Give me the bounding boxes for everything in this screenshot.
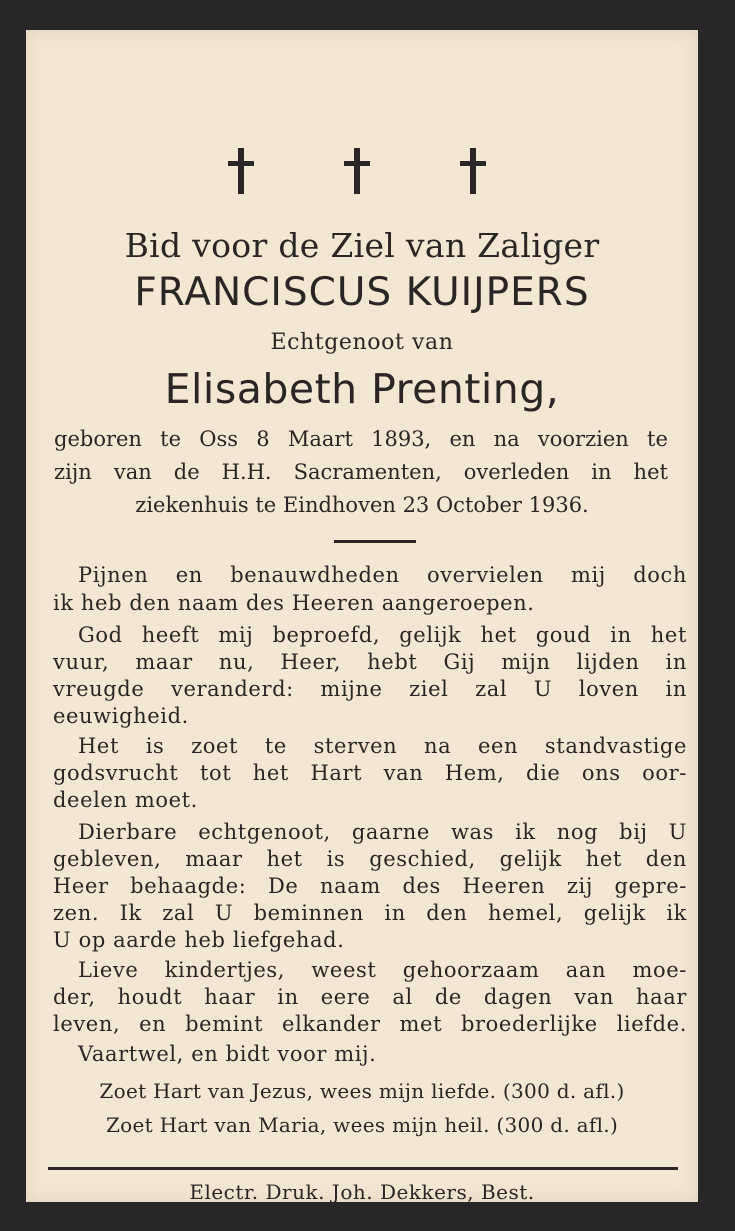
- text-line: ik heb den naam des Heeren aangeroepen.: [53, 591, 535, 615]
- text-line: Vaartwel, en bidt voor mij.: [78, 1042, 377, 1066]
- text-line: Pijnen en benauwdheden overvielen mij doch: [78, 563, 687, 587]
- spouse-intro: Echtgenoot van: [270, 330, 454, 355]
- text-line: zen. Ik zal U beminnen in den hemel, gelijk ik: [53, 901, 687, 925]
- text-line: deelen moet.: [53, 788, 198, 812]
- cross-icon: [458, 148, 488, 194]
- bio-word: het: [633, 460, 668, 484]
- crosses-row: [26, 148, 698, 218]
- bio-word: te: [647, 427, 668, 451]
- text-line: der, houdt haar in eere al de dagen van haar: [53, 985, 687, 1009]
- bio-word: zijn: [54, 460, 92, 484]
- cross-icon: [342, 148, 372, 194]
- text-line: Lieve kindertjes, weest gehoorzaam aan moe-: [78, 958, 687, 982]
- prayer-maria: Zoet Hart van Maria, wees mijn heil. (300 d. afl.): [105, 1113, 619, 1137]
- spouse-name: Elisabeth Prenting,: [164, 365, 560, 413]
- bio-word: Sacramenten,: [293, 460, 442, 484]
- card-paper: [26, 30, 698, 1202]
- bio-word: Oss: [199, 427, 239, 451]
- bio-word: 8: [256, 427, 270, 451]
- bio-word: te: [160, 427, 182, 451]
- text-line: Het is zoet te sterven na een standvastige: [78, 734, 687, 758]
- prayer-heading: Bid voor de Ziel van Zaliger: [124, 226, 600, 265]
- bio-word: H.H.: [221, 460, 272, 484]
- bio-word: van: [113, 460, 152, 484]
- bio-word: overleden: [463, 460, 570, 484]
- bio-line-3: ziekenhuis te Eindhoven 23 October 1936.: [135, 493, 589, 517]
- deceased-name: FRANCISCUS KUIJPERS: [134, 270, 590, 315]
- text-line: gebleven, maar het is geschied, gelijk het den: [53, 847, 687, 871]
- footer-divider: [48, 1167, 678, 1170]
- bio-word: Maart: [287, 427, 353, 451]
- divider: [334, 540, 416, 543]
- bio-word: na: [493, 427, 520, 451]
- bio-word: de: [173, 460, 200, 484]
- text-line: leven, en bemint elkander met broederlijke liefde.: [53, 1012, 687, 1036]
- text-line: Heer behaagde: De naam des Heeren zij gepre-: [53, 874, 687, 898]
- text-line: Dierbare echtgenoot, gaarne was ik nog bij U: [78, 820, 687, 844]
- text-line: godsvrucht tot het Hart van Hem, die ons oor-: [53, 761, 687, 785]
- bio-line-1: [54, 427, 668, 451]
- cross-icon: [226, 148, 256, 194]
- prayer-jesus: Zoet Hart van Jezus, wees mijn liefde. (300 d. afl.): [99, 1079, 625, 1103]
- bio-word: voorzien: [537, 427, 629, 451]
- text-line: vuur, maar nu, Heer, hebt Gij mijn lijden in: [53, 650, 687, 674]
- text-line: U op aarde heb liefgehad.: [53, 928, 345, 952]
- text-line: vreugde veranderd: mijne ziel zal U loven in: [53, 677, 687, 701]
- bio-word: geboren: [54, 427, 142, 451]
- bio-word: en: [449, 427, 476, 451]
- text-line: eeuwigheid.: [53, 704, 189, 728]
- text-line: God heeft mij beproefd, gelijk het goud in het: [78, 623, 687, 647]
- bio-line-2: [54, 460, 668, 484]
- bio-word: 1893,: [371, 427, 432, 451]
- printer-credit: Electr. Druk. Joh. Dekkers, Best.: [189, 1180, 535, 1204]
- bio-word: in: [591, 460, 612, 484]
